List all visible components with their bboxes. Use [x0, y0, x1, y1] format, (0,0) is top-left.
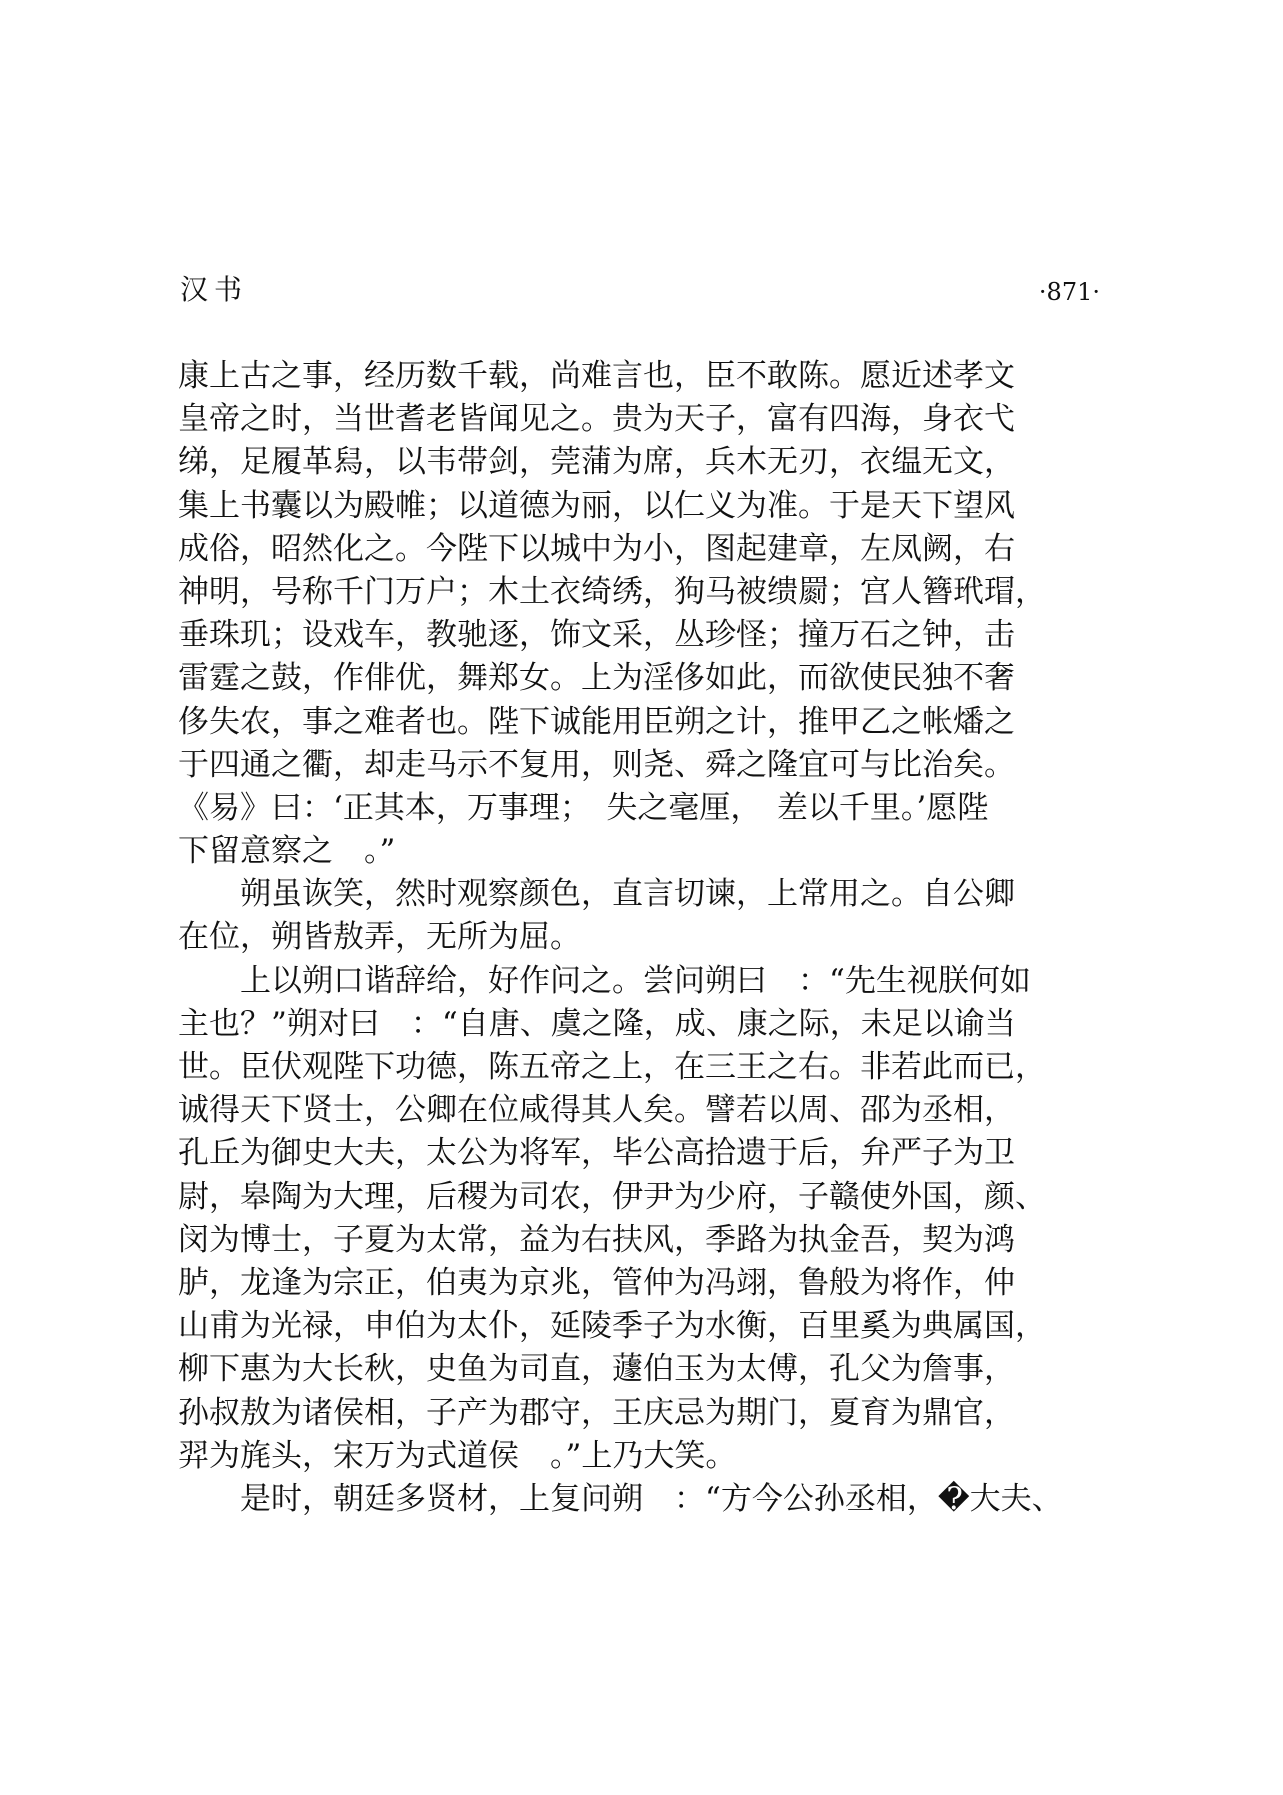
text-line: 孙叔敖为诸侯相，子产为郡守，王庆忌为期门，夏育为鼎官， [178, 1394, 1015, 1431]
text-line: 成俗，昭然化之。今陛下以城中为小，图起建章，左凤阙，右 [178, 530, 1015, 567]
text-line: 雷霆之鼓，作俳优，舞郑女。上为淫侈如此，而欲使民独不奢 [178, 660, 1015, 697]
text-line: 闵为博士，子夏为太常，益为右扶风，季路为执金吾，契为鸿 [178, 1221, 1015, 1258]
text-line: 在位，朔皆敖弄，无所为屈。 [178, 919, 581, 956]
text-line: 侈失农，事之难者也。陛下诚能用臣朔之计，推甲乙之帐燔之 [178, 703, 1015, 740]
text-line: 世。臣伏观陛下功德，陈五帝之上，在三王之右。非若此而已， [178, 1049, 1046, 1085]
text-line: 皇帝之时，当世耆老皆闻见之。贵为天子，富有四海，身衣弋 [178, 401, 1015, 438]
text-line: 康上古之事，经历数千载，尚难言也，臣不敢陈。愿近述孝文 [178, 358, 1015, 394]
text-line: 垂珠玑；设戏车，教驰逐，饰文采，丛珍怪；撞万石之钟，击 [178, 617, 1015, 654]
text-line: 于四通之衢，却走马示不复用，则尧、舜之隆宜可与比治矣。 [178, 746, 1015, 783]
text-line: 绨，足履革舄，以韦带剑，莞蒲为席，兵木无刃，衣缊无文， [178, 444, 1015, 481]
body-text [178, 355, 1118, 1521]
text-line: 柳下惠为大长秋，史鱼为司直，蘧伯玉为太傅，孔父为詹事， [178, 1351, 1015, 1388]
text-line: 尉，皋陶为大理，后稷为司农，伊尹为少府，子赣使外国，颜、 [178, 1178, 1046, 1215]
page-number: ·871· [1038, 278, 1100, 306]
text-line: 上以朔口谐辞给，好作问之。尝问朔曰 ：“先生视朕何如 [178, 962, 1031, 999]
text-line: 是时，朝廷多贤材，上复问朔 ：“方今公孙丞相，�大夫、 [178, 1480, 1063, 1517]
text-line: 下留意察之 。” [178, 833, 396, 870]
book-title: 汉书 [180, 273, 249, 306]
text-line: 神明，号称千门万户；木土衣绮绣，狗马被缋罽；宫人簪玳瑁， [178, 573, 1046, 610]
text-line: 孔丘为御史大夫，太公为将军，毕公高拾遗于后，弁严子为卫 [178, 1135, 1015, 1172]
text-line: 山甫为光禄，申伯为太仆，延陵季子为水衡，百里奚为典属国， [178, 1308, 1046, 1345]
text-line: 《易》曰：‘正其本，万事理； 失之毫厘， 差以千里。’愿陛 [178, 789, 989, 826]
text-line: 集上书囊以为殿帷；以道德为丽，以仁义为准。于是天下望风 [178, 487, 1015, 524]
text-line: 羿为旄头，宋万为式道侯 。”上乃大笑。 [178, 1437, 737, 1474]
text-line: 胪，龙逢为宗正，伯夷为京兆，管仲为冯翊，鲁般为将作，仲 [178, 1264, 1015, 1301]
text-line: 朔虽诙笑，然时观察颜色，直言切谏，上常用之。自公卿 [178, 876, 1015, 913]
text-line: 主也？”朔对曰 ：“自唐、虞之隆，成、康之际，未足以谕当 [178, 1005, 1016, 1042]
text-line: 诚得天下贤士，公卿在位咸得其人矣。譬若以周、邵为丞相， [178, 1092, 1015, 1129]
